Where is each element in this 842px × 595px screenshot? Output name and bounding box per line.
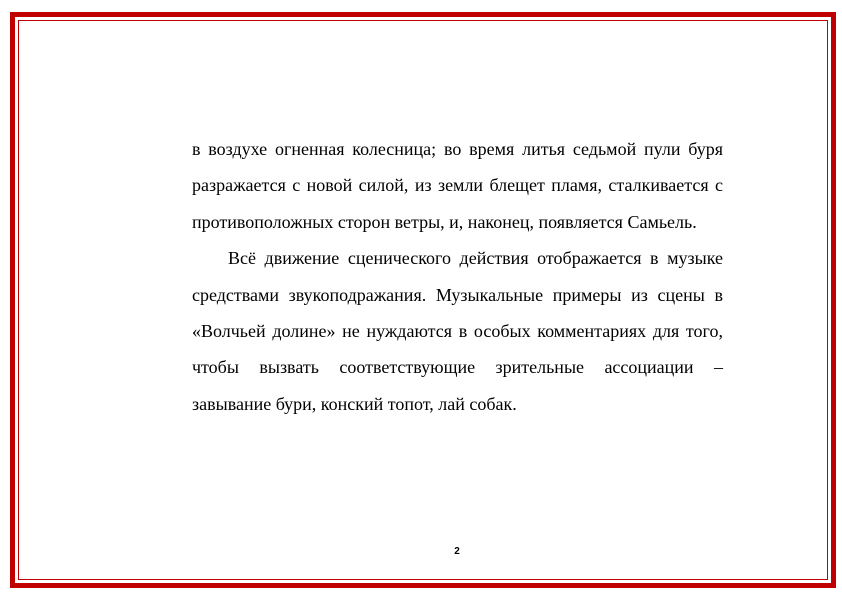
paragraph-1: в воздухе огненная колесница; во время литья седьмой пули буря разражается с новой силой, из земли блещет пламя, сталкивается с противоположных сторон ветры, и, наконец, появляется Самьель. xyxy=(192,139,723,232)
page-number: 2 xyxy=(454,546,460,557)
document-body xyxy=(192,131,723,422)
paragraph-2: Всё движение сценического действия отображается в музыке средствами звукоподражания. Музыкальные примеры из сцены в «Волчьей долине» не нуждаются в особых комментариях для того, чтобы вызвать соответствующие зрительные ассоциации – завывание бури, конский топот, лай собак. xyxy=(192,248,723,414)
